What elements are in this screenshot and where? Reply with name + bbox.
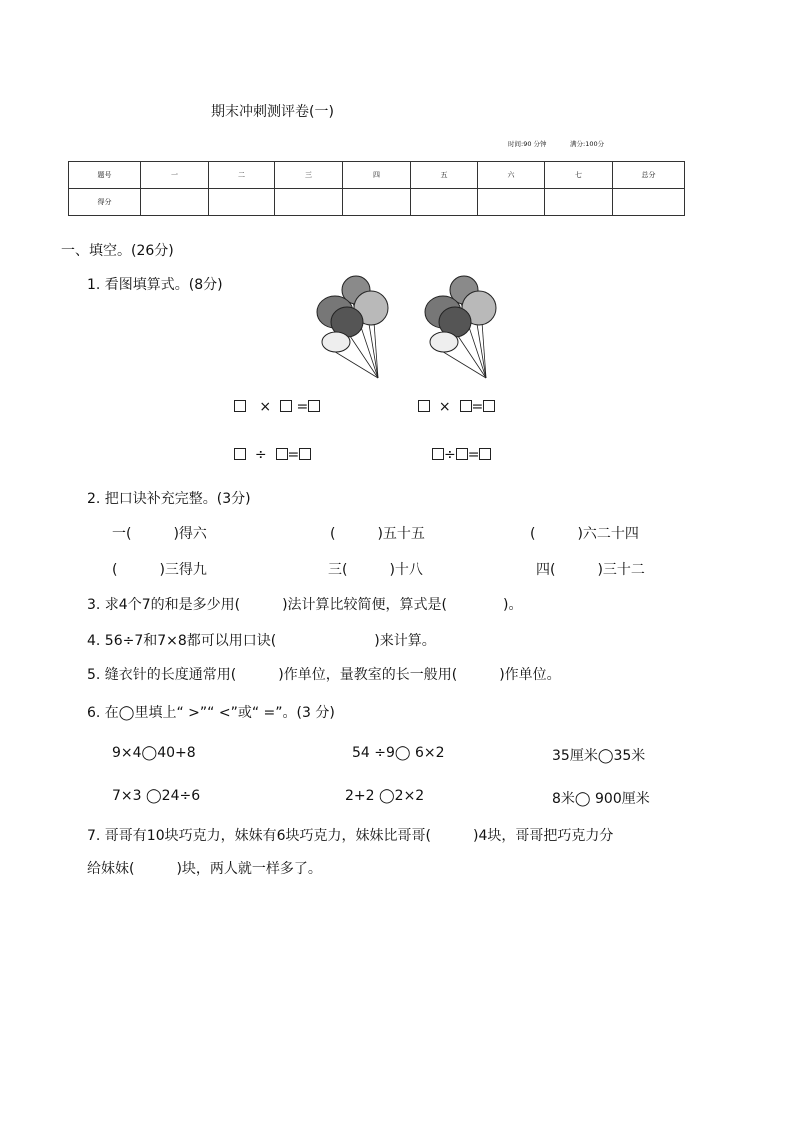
score-header-row bbox=[69, 162, 685, 189]
q3-text: 3. 求4个7的和是多少用( )法计算比较简便，算式是( )。 bbox=[87, 597, 523, 613]
answer-box[interactable] bbox=[460, 400, 472, 412]
score-cell[interactable] bbox=[478, 189, 545, 216]
answer-box[interactable] bbox=[308, 400, 320, 412]
q1-text: 1. 看图填算式。(8分) bbox=[87, 277, 223, 293]
q6-compare: 2+2 ◯2×2 bbox=[345, 788, 425, 804]
header-cell: 二 bbox=[209, 162, 275, 189]
score-cell[interactable] bbox=[411, 189, 478, 216]
divide-sign: ÷ bbox=[254, 447, 267, 463]
formula-divide-1 bbox=[234, 447, 311, 463]
q6-compare: 7×3 ◯24÷6 bbox=[112, 788, 201, 804]
q2-text: 2. 把口诀补充完整。(3分) bbox=[87, 491, 251, 507]
q7-line1: 7. 哥哥有10块巧克力，妹妹有6块巧克力，妹妹比哥哥( )4块，哥哥把巧克力分 bbox=[87, 828, 614, 844]
q2-item: 三( )十八 bbox=[328, 562, 423, 578]
exam-time: 时间:90 分钟 bbox=[508, 140, 547, 148]
formula-divide-2 bbox=[432, 447, 491, 463]
q2-item: ( )五十五 bbox=[330, 526, 425, 542]
q6-compare: 35厘米◯35米 bbox=[552, 748, 646, 764]
header-cell: 总分 bbox=[613, 162, 685, 189]
answer-box[interactable] bbox=[483, 400, 495, 412]
q5-text: 5. 缝衣针的长度通常用( )作单位，量教室的长一般用( )作单位。 bbox=[87, 667, 561, 683]
score-cell[interactable] bbox=[275, 189, 343, 216]
q2-item: ( )六二十四 bbox=[530, 526, 639, 542]
q6-compare: 9×4◯40+8 bbox=[112, 745, 196, 761]
answer-box[interactable] bbox=[456, 448, 468, 460]
header-cell: 四 bbox=[343, 162, 411, 189]
equals-sign: = bbox=[287, 447, 300, 463]
score-row-label: 得分 bbox=[69, 189, 141, 216]
header-cell: 七 bbox=[545, 162, 613, 189]
header-cell: 一 bbox=[141, 162, 209, 189]
divide-sign: ÷ bbox=[444, 447, 456, 463]
equals-sign: = bbox=[296, 399, 309, 415]
score-cell[interactable] bbox=[209, 189, 275, 216]
answer-box[interactable] bbox=[280, 400, 292, 412]
answer-box[interactable] bbox=[234, 448, 246, 460]
equals-sign: = bbox=[467, 447, 480, 463]
formula-multiply-2 bbox=[418, 399, 495, 415]
times-sign: × bbox=[259, 399, 272, 415]
balloons-picture-1 bbox=[312, 272, 396, 380]
header-cell: 三 bbox=[275, 162, 343, 189]
exam-total: 满分:100分 bbox=[570, 140, 605, 148]
score-cell[interactable] bbox=[545, 189, 613, 216]
q6-text: 6. 在◯里填上“ >”“ <”或“ =”。(3 分) bbox=[87, 705, 335, 721]
answer-box[interactable] bbox=[234, 400, 246, 412]
score-row bbox=[69, 189, 685, 216]
score-cell[interactable] bbox=[343, 189, 411, 216]
score-table bbox=[68, 161, 685, 216]
section1-heading: 一、填空。(26分) bbox=[61, 243, 174, 259]
page-title: 期末冲刺测评卷(一) bbox=[211, 104, 334, 120]
answer-box[interactable] bbox=[276, 448, 288, 460]
q6-compare: 8米◯ 900厘米 bbox=[552, 791, 650, 807]
q2-item: 一( )得六 bbox=[112, 526, 207, 542]
q2-item: ( )三得九 bbox=[112, 562, 207, 578]
balloons-picture-2 bbox=[420, 272, 504, 380]
q4-text: 4. 56÷7和7×8都可以用口诀( )来计算。 bbox=[87, 633, 436, 649]
answer-box[interactable] bbox=[299, 448, 311, 460]
equals-sign: = bbox=[471, 399, 484, 415]
formula-multiply-1 bbox=[234, 399, 320, 415]
q6-compare: 54 ÷9◯ 6×2 bbox=[352, 745, 445, 761]
answer-box[interactable] bbox=[479, 448, 491, 460]
answer-box[interactable] bbox=[432, 448, 444, 460]
score-cell[interactable] bbox=[141, 189, 209, 216]
q7-line2: 给妹妹( )块，两人就一样多了。 bbox=[87, 861, 322, 877]
times-sign: × bbox=[438, 399, 451, 415]
header-cell: 六 bbox=[478, 162, 545, 189]
answer-box[interactable] bbox=[418, 400, 430, 412]
header-cell: 题号 bbox=[69, 162, 141, 189]
header-cell: 五 bbox=[411, 162, 478, 189]
score-cell[interactable] bbox=[613, 189, 685, 216]
q2-item: 四( )三十二 bbox=[536, 562, 645, 578]
